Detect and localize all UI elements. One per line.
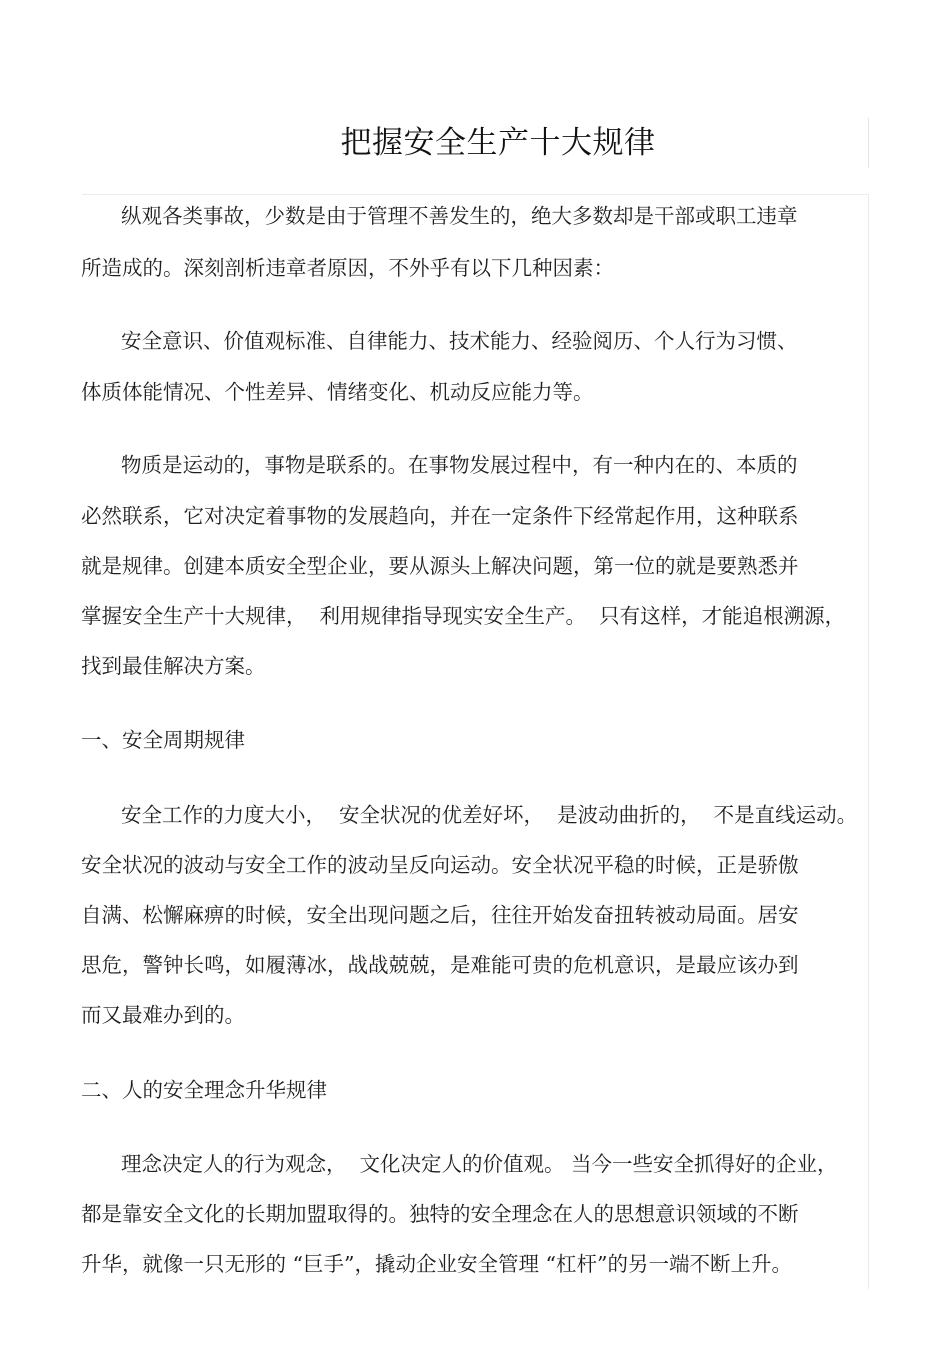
section-2-heading: 二、人的安全理念升华规律 [81, 1078, 327, 1102]
paragraph-3-line-2: 必然联系，它对决定着事物的发展趋向，并在一定条件下经常起作用，这种联系 [81, 504, 799, 528]
section-1-line-1: 安全工作的力度大小， 安全状况的优差好坏， 是波动曲折的， 不是直线运动。 [121, 803, 858, 827]
paragraph-3-line-5: 找到最佳解决方案。 [81, 654, 266, 678]
page-border-right [868, 194, 869, 1289]
section-1-heading: 一、安全周期规律 [81, 728, 245, 752]
paragraph-1-line-2: 所造成的。深刻剖析违章者原因，不外乎有以下几种因素： [81, 256, 614, 280]
document-title: 把握安全生产十大规律 [340, 125, 656, 161]
section-1-line-5: 而又最难办到的。 [81, 1003, 245, 1027]
paragraph-3-line-3: 就是规律。创建本质安全型企业，要从源头上解决问题，第一位的就是要熟悉并 [81, 554, 799, 578]
paragraph-2-line-1: 安全意识、价值观标准、自律能力、技术能力、经验阅历、个人行为习惯、 [121, 329, 798, 353]
paragraph-3-line-4: 掌握安全生产十大规律， 利用规律指导现实安全生产。 只有这样，才能追根溯源， [81, 604, 846, 628]
section-1-line-3: 自满、松懈麻痹的时候，安全出现问题之后，往往开始发奋扭转被动局面。居安 [81, 903, 799, 927]
paragraph-2-line-2: 体质体能情况、个性差异、情绪变化、机动反应能力等。 [81, 380, 594, 404]
paragraph-1-line-1: 纵观各类事故，少数是由于管理不善发生的，绝大多数却是干部或职工违章 [121, 204, 798, 228]
section-1-line-4: 思危，警钟长鸣，如履薄冰，战战兢兢，是难能可贵的危机意识，是最应该办到 [81, 953, 799, 977]
paragraph-3-line-1: 物质是运动的，事物是联系的。在事物发展过程中，有一种内在的、本质的 [121, 453, 798, 477]
section-1-line-2: 安全状况的波动与安全工作的波动呈反向运动。安全状况平稳的时候，正是骄傲 [81, 853, 799, 877]
section-2-line-1: 理念决定人的行为观念， 文化决定人的价值观。 当今一些安全抓得好的企业， [121, 1152, 838, 1176]
section-2-line-3: 升华，就像一只无形的 “巨手”，撬动企业安全管理 “杠杆”的另一端不断上升。 [81, 1252, 792, 1276]
page-divider [82, 194, 869, 195]
section-2-line-2: 都是靠安全文化的长期加盟取得的。独特的安全理念在人的思想意识领域的不断 [81, 1202, 799, 1226]
